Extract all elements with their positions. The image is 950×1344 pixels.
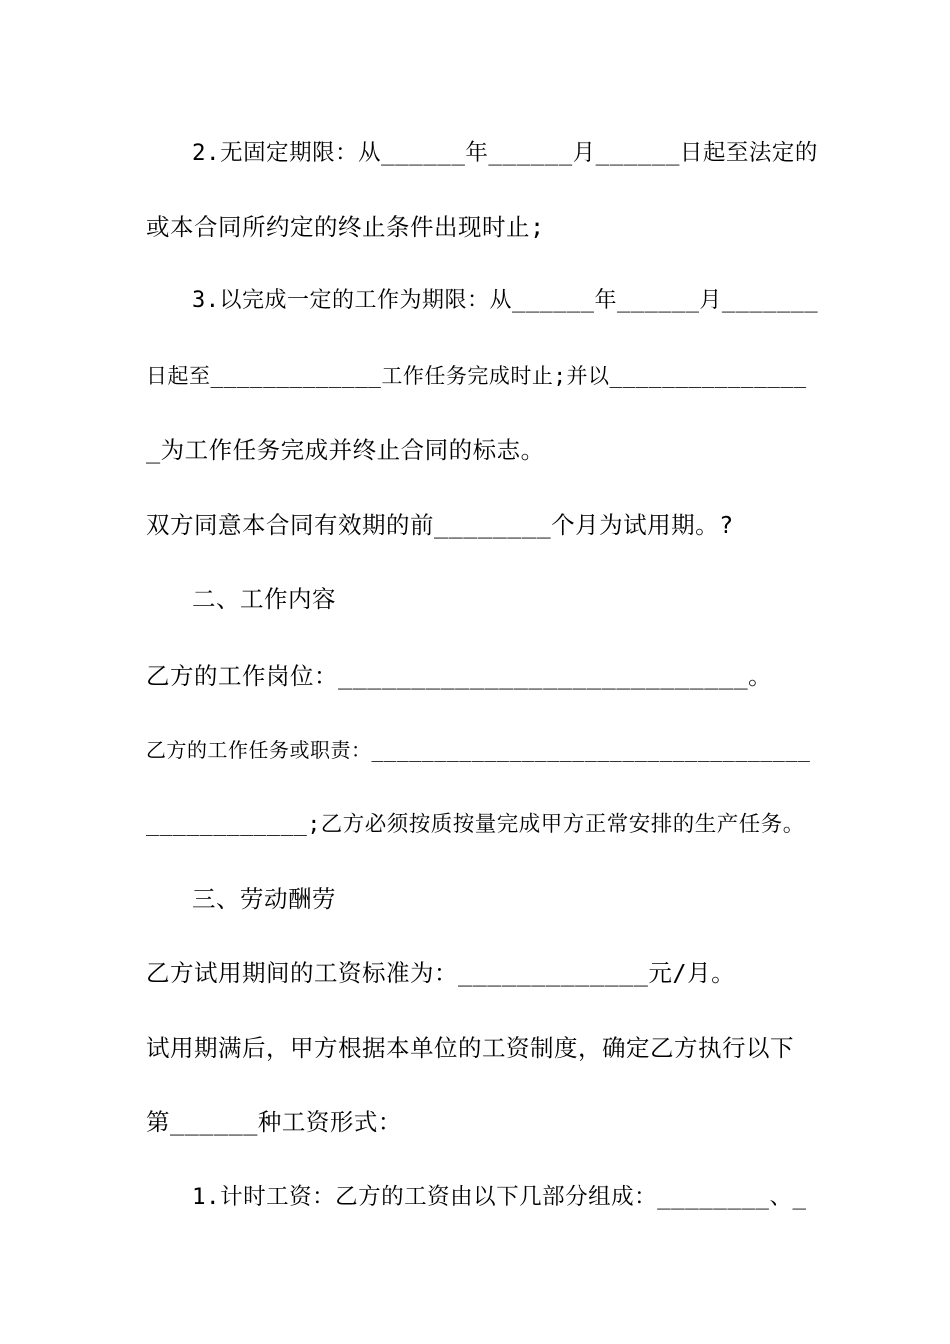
wage-form-line: 第______种工资形式：	[146, 1108, 402, 1136]
clause-indefinite-term: 2.无固定期限：从______年______月______日起至法定的	[192, 140, 818, 166]
clause-task-term-end: _为工作任务完成并终止合同的标志。	[146, 436, 545, 464]
clause-task-term: 3.以完成一定的工作为期限：从______年______月_______	[192, 288, 819, 313]
clause-task-term-cont: 日起至_____________工作任务完成时止;并以_______________	[146, 364, 807, 388]
hourly-wage-clause: 1.计时工资：乙方的工资由以下几部分组成：________、_	[192, 1184, 807, 1210]
probation-clause: 双方同意本合同有效期的前________个月为试用期。?	[146, 511, 734, 539]
probation-wage-line: 乙方试用期间的工资标准为：_____________元/月。	[146, 959, 736, 987]
section-heading-work-content: 二、工作内容	[192, 585, 336, 613]
section-heading-remuneration: 三、劳动酬劳	[192, 885, 336, 913]
post-probation-line: 试用期满后，甲方根据本单位的工资制度，确定乙方执行以下	[146, 1034, 794, 1062]
work-duties-cont: ____________;乙方必须按质按量完成甲方正常安排的生产任务。	[146, 812, 805, 837]
work-duties-line: 乙方的工作任务或职责：___________________________________	[146, 738, 811, 762]
work-position-line: 乙方的工作岗位：____________________________。	[146, 662, 773, 690]
clause-indefinite-term-cont: 或本合同所约定的终止条件出现时止;	[146, 213, 545, 241]
